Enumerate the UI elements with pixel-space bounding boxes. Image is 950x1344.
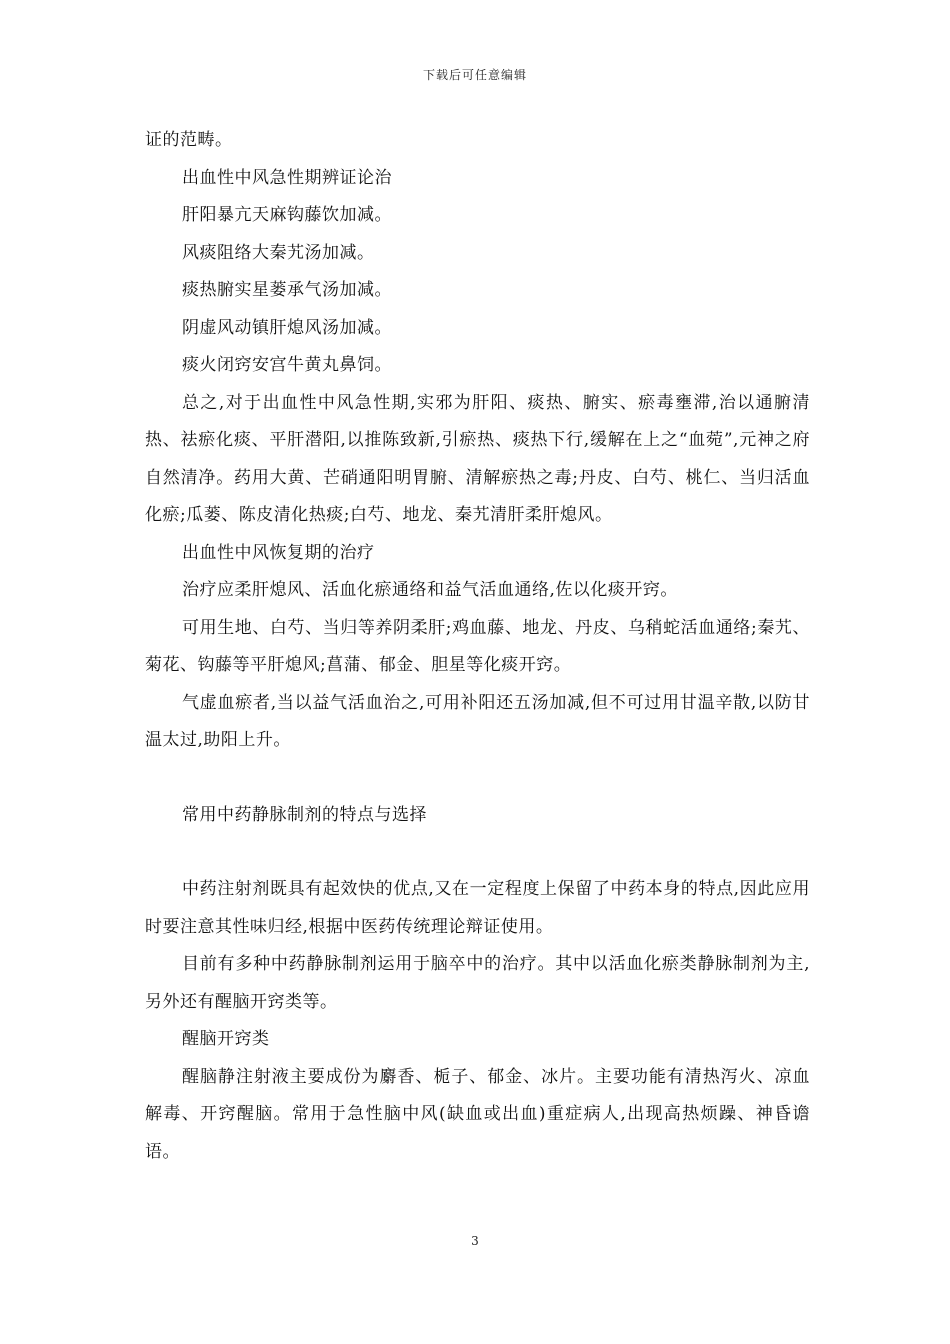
- paragraph-liver-yang: 肝阳暴亢天麻钩藤饮加减。: [182, 205, 392, 225]
- paragraph-injection-intro: 中药注射剂既具有起效快的优点,又在一定程度上保留了中药本身的特点,因此应用时要注意其性味归经,根据中医药传统理论辩证使用。: [145, 879, 810, 937]
- spacer: [145, 760, 810, 797]
- page-number: 3: [471, 1234, 479, 1248]
- section-heading-acute-stage: 出血性中风急性期辨证论治: [182, 167, 392, 188]
- paragraph-continuation: 证的范畴。: [145, 130, 233, 150]
- paragraph-phlegm-heat: 痰热腑实星蒌承气汤加减。: [182, 280, 392, 300]
- paragraph-herbs: 可用生地、白芍、当归等养阴柔肝;鸡血藤、地龙、丹皮、乌稍蛇活血通络;秦艽、菊花、钩藤等平肝熄风;菖蒲、郁金、胆星等化痰开窍。: [145, 617, 810, 675]
- document-body: [145, 122, 810, 1171]
- section-heading-recovery-stage: 出血性中风恢复期的治疗: [182, 542, 375, 563]
- spacer: [145, 834, 810, 871]
- page-header: 下载后可任意编辑: [422, 68, 527, 82]
- section-heading-awakening: 醒脑开窍类: [182, 1029, 270, 1049]
- paragraph-yin-deficiency: 阴虚风动镇肝熄风汤加减。: [182, 317, 392, 338]
- paragraph-summary: 总之,对于出血性中风急性期,实邪为肝阳、痰热、腑实、瘀毒壅滞,治以通腑清热、祛瘀化痰、平肝潜阳,以推陈致新,引瘀热、痰热下行,缓解在上之“血菀”,元神之府自然清净。药用大黄、芒硝通阳明胃腑、清解瘀热之毒;丹皮、白芍、桃仁、当归活血化瘀;瓜蒌、陈皮清化热痰;白芍、地龙、秦艽清肝柔肝熄风。: [145, 392, 810, 525]
- paragraph-xingnaojing: 醒脑静注射液主要成份为麝香、栀子、郁金、冰片。主要功能有清热泻火、凉血解毒、开窍醒脑。常用于急性脑中风(缺血或出血)重症病人,出现高热烦躁、神昏谵语。: [145, 1066, 810, 1162]
- paragraph-treatment: 治疗应柔肝熄风、活血化瘀通络和益气活血通络,佐以化痰开窍。: [182, 580, 678, 600]
- paragraph-injection-types: 目前有多种中药静脉制剂运用于脑卒中的治疗。其中以活血化瘀类静脉制剂为主,另外还有醒脑开窍类等。: [145, 954, 810, 1012]
- paragraph-qi-deficiency: 气虚血瘀者,当以益气活血治之,可用补阳还五汤加减,但不可过用甘温辛散,以防甘温太过,助阳上升。: [145, 692, 810, 750]
- section-heading-injections: 常用中药静脉制剂的特点与选择: [182, 804, 427, 825]
- paragraph-wind-phlegm: 风痰阻络大秦艽汤加减。: [182, 242, 375, 263]
- paragraph-phlegm-fire: 痰火闭窍安宫牛黄丸鼻饲。: [182, 355, 392, 375]
